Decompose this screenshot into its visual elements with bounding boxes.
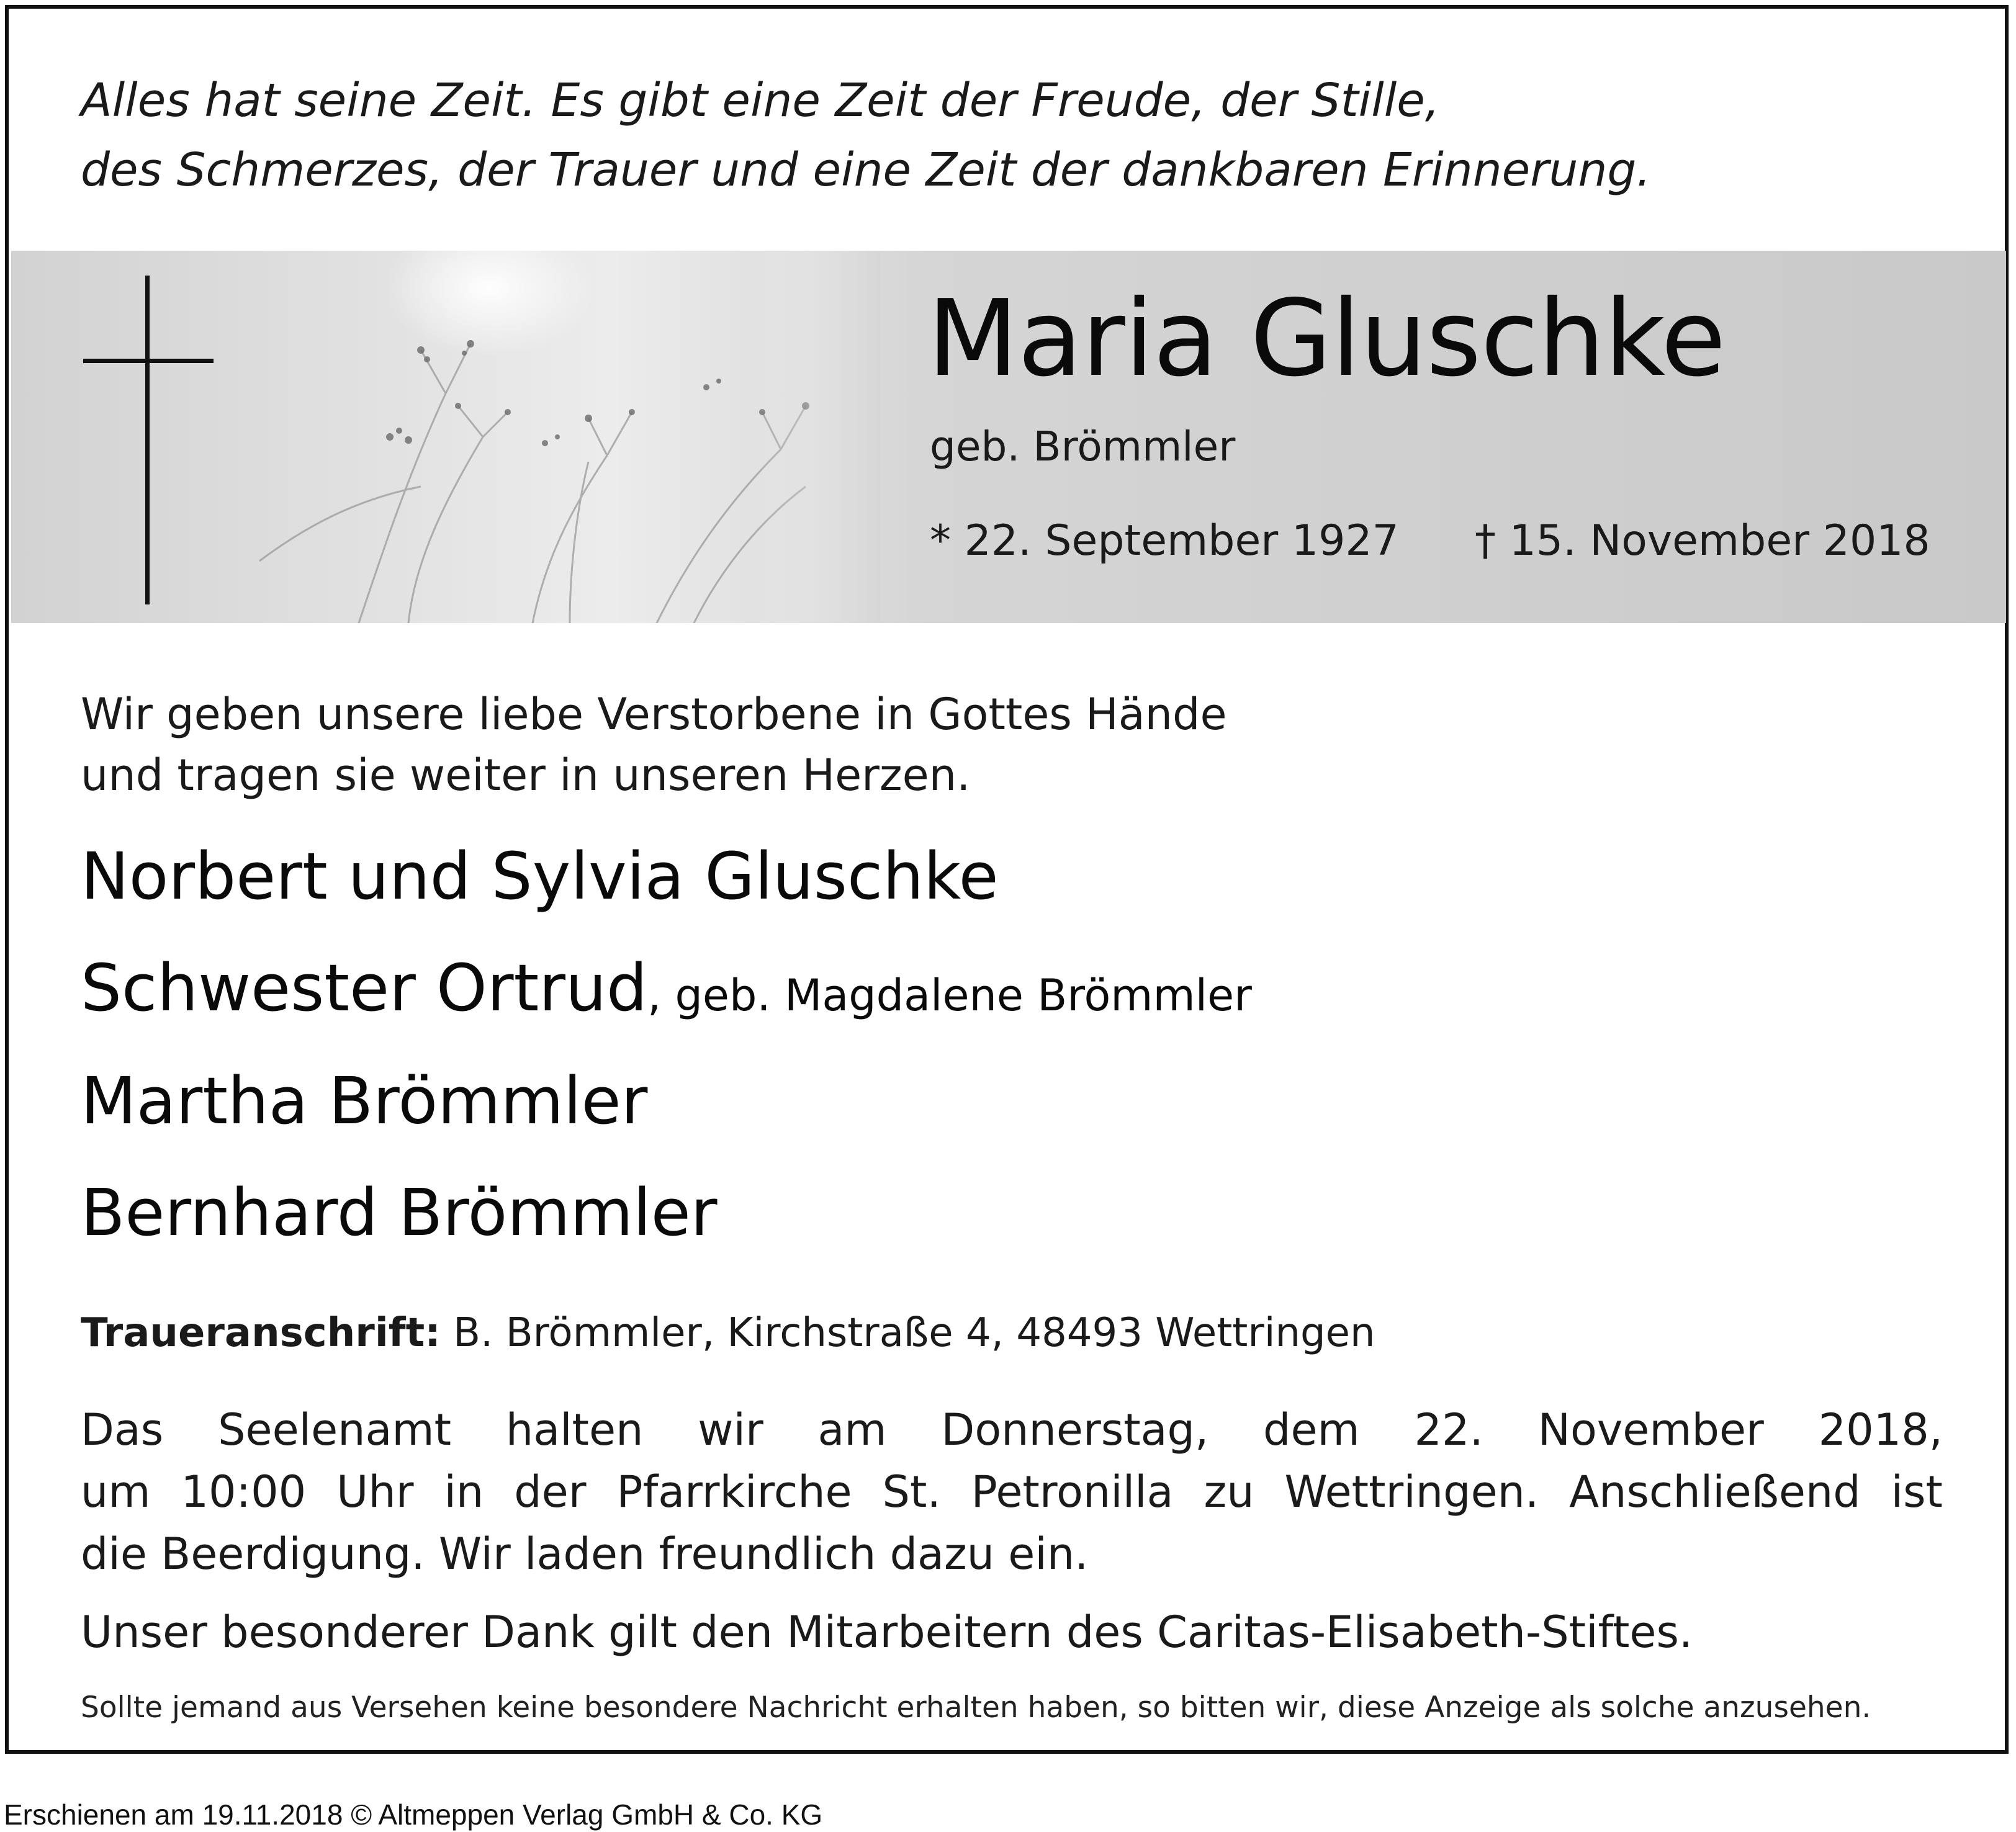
footnote: Sollte jemand aus Versehen keine besondere Nachricht erhalten haben, so bitten wir, diese Anzeige als solche anzusehen.: [81, 1691, 1871, 1725]
service-line: die Beerdigung. Wir laden freundlich dazu ein.: [81, 1529, 1089, 1579]
opening-quote: [81, 66, 1651, 205]
cross-icon: [145, 276, 150, 604]
maiden-name: geb. Brömmler: [930, 423, 1236, 470]
mourner-main: Norbert und Sylvia Gluschke: [81, 838, 999, 914]
mourner-main: Bernhard Brömmler: [81, 1175, 718, 1251]
thanks-note: Unser besonderer Dank gilt den Mitarbeitern des Caritas-Elisabeth-Stiftes.: [81, 1607, 1693, 1658]
obituary-frame: [5, 5, 2009, 1754]
memorial-banner: [11, 251, 2006, 623]
birth-date: * 22. September 1927: [930, 516, 1399, 565]
dried-flowers-photo: [11, 251, 880, 623]
mourner-name: [81, 839, 999, 914]
mourner-suffix: , geb. Magdalene Brömmler: [647, 970, 1252, 1021]
intro-line: Wir geben unsere liebe Verstorbene in Gottes Hände: [81, 689, 1227, 740]
death-date: † 15. November 2018: [1475, 516, 1930, 565]
quote-line: Alles hat seine Zeit. Es gibt eine Zeit der Freude, der Stille,: [81, 74, 1440, 127]
mourner-name: [81, 1064, 647, 1138]
mourner-name: [81, 951, 1252, 1033]
intro-text: [81, 684, 1227, 806]
service-notice: [81, 1399, 1943, 1585]
deceased-name: Maria Gluschke: [927, 277, 1726, 400]
publication-imprint: Erschienen am 19.11.2018 © Altmeppen Verlag GmbH & Co. KG: [4, 1798, 823, 1831]
address-label: Traueranschrift:: [81, 1310, 441, 1356]
service-line: um 10:00 Uhr in der Pfarrkirche St. Petronilla zu Wettringen. Anschließend ist: [81, 1466, 1943, 1517]
service-line: Das Seelenamt halten wir am Donnerstag, dem 22. November 2018,: [81, 1404, 1943, 1455]
mourner-name: [81, 1175, 718, 1250]
intro-line: und tragen sie weiter in unseren Herzen.: [81, 750, 971, 801]
mourner-main: Schwester Ortrud: [81, 950, 647, 1026]
mourner-main: Martha Brömmler: [81, 1063, 648, 1139]
address-value: B. Brömmler, Kirchstraße 4, 48493 Wettringen: [440, 1310, 1375, 1356]
cross-icon-bar: [83, 359, 214, 363]
mourning-address: [81, 1308, 1375, 1358]
quote-line: des Schmerzes, der Trauer und eine Zeit der dankbaren Erinnerung.: [81, 143, 1651, 197]
